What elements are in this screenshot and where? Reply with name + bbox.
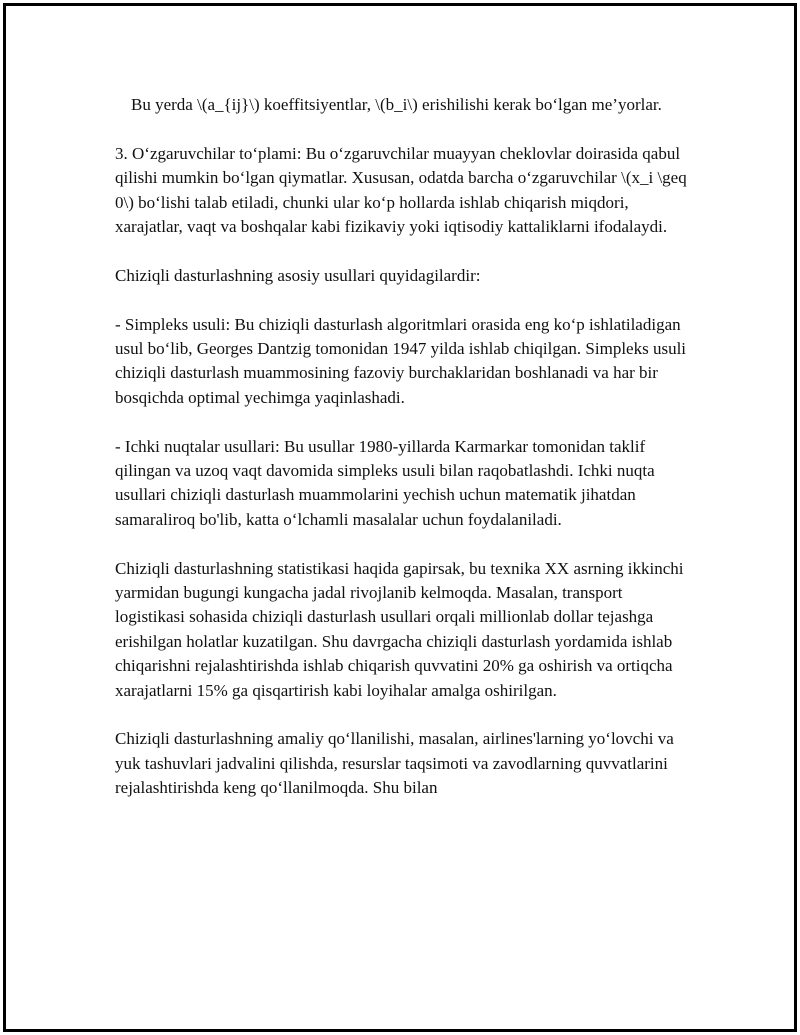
paragraph-interior-point-method: - Ichki nuqtalar usullari: Bu usullar 1980-yillarda Karmarkar tomonidan taklif qilingan va uzoq vaqt davomida simpleks usuli bilan raqobatlashdi. Ichki nuqta usullari chiziqli dasturlash muammolarini yechish uchun matematik jihatdan samaraliroq bo'lib, katta o‘lchamli masalalar uchun foydalaniladi.	[115, 436, 655, 529]
paragraph-coefficients: Bu yerda \(a_{ij}\) koeffitsiyentlar, \(b_i\) erishilishi kerak bo‘lgan me’yorlar.	[131, 95, 662, 114]
paragraph-applications: Chiziqli dasturlashning amaliy qo‘llanilishi, masalan, airlines'larning yo‘lovchi va yuk tashuvlari jadvalini qilishda, resurslar taqsimoti va zavodlarning quvvatlarini rejalashtirishda keng qo‘llanilmoqda. Shu bilan	[115, 729, 674, 798]
paragraph-variables-set: 3. O‘zgaruvchilar to‘plami: Bu o‘zgaruvchilar muayyan cheklovlar doirasida qabul qilishi mumkin bo‘lgan qiymatlar. Xususan, odatda barcha o‘zgaruvchilar \(x_i \geq 0\) bo‘lishi talab etiladi, chunki ular ko‘p hollarda ishlab chiqarish miqdori, xarajatlar, vaqt va boshqalar kabi fizikaviy yoki iqtisodiy kattaliklarni ifodalaydi.	[115, 143, 687, 237]
paragraph-statistics: Chiziqli dasturlashning statistikasi haqida gapirsak, bu texnika XX asrning ikkinchi yarmidan bugungi kungacha jadal rivojlanib kelmoqda. Masalan, transport logistikasi sohasida chiziqli dasturlash usullari orqali millionlab dollar tejashga erishilgan holatlar kuzatilgan. Shu davrgacha chiziqli dasturlash yordamida ishlab chiqarishni rejalashtirishda ishlab chiqarish quvvatini 20% ga oshirish va ortiqcha xarajatlarni 15% ga qisqartirish kabi loyihalar amalga oshirilgan.	[115, 558, 684, 700]
paragraph-methods-intro: Chiziqli dasturlashning asosiy usullari quyidagilardir:	[115, 265, 481, 285]
paragraph-simplex-method: - Simpleks usuli: Bu chiziqli dasturlash algoritmlari orasida eng ko‘p ishlatiladigan usul bo‘lib, Georges Dantzig tomonidan 1947 yilda ishlab chiqilgan. Simpleks usuli chiziqli dasturlash muammosining fazoviy burchaklaridan boshlanadi va har bir bosqichda optimal yechimga yaqinlashadi.	[115, 314, 687, 407]
document-body	[115, 93, 695, 825]
